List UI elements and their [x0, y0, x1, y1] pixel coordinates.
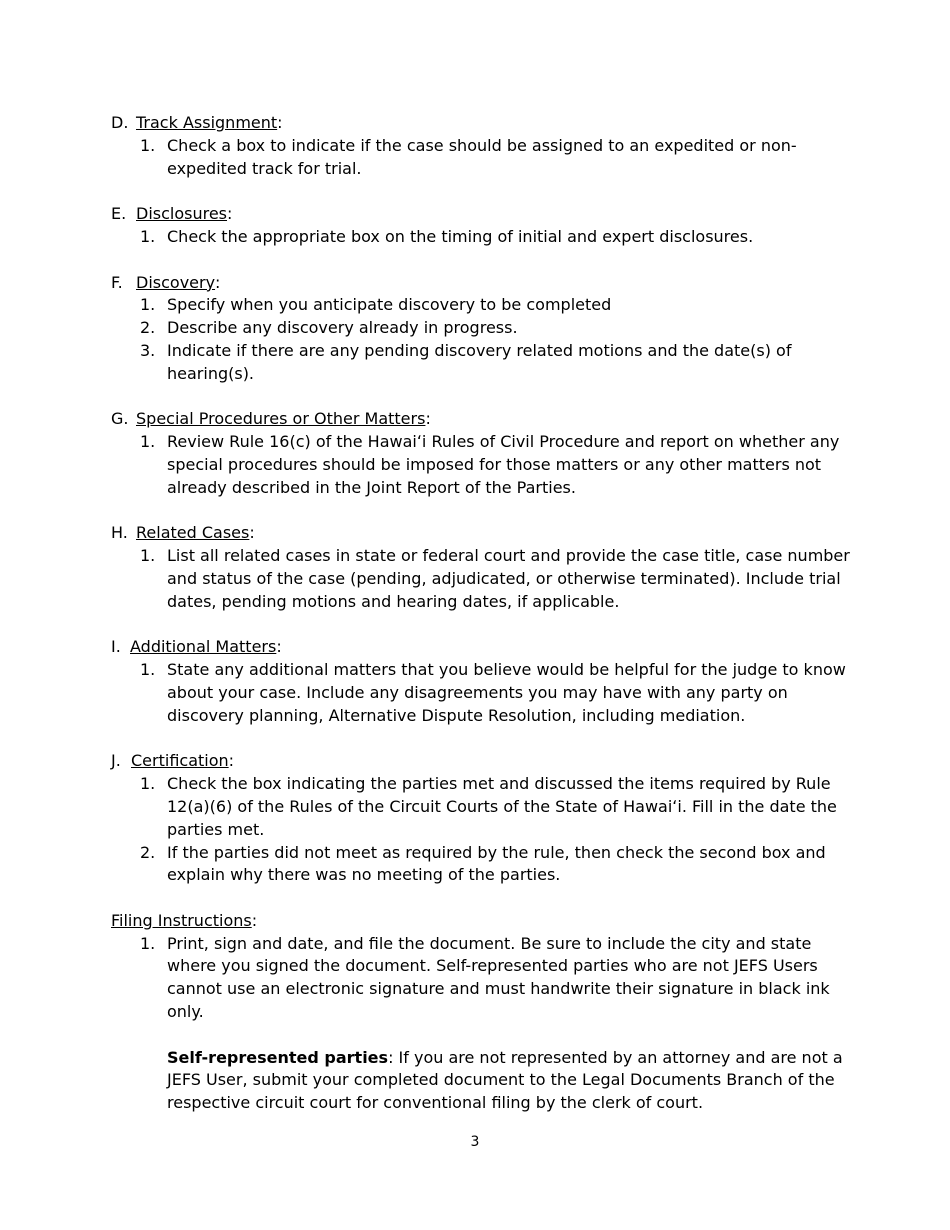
item-text: Describe any discovery already in progress.	[167, 318, 518, 338]
section-title: Special Procedures or Other Matters	[136, 409, 426, 429]
section-letter: I.	[111, 637, 121, 657]
item-number: 1.	[140, 546, 156, 566]
section-discovery	[111, 272, 851, 386]
item-number: 1.	[140, 933, 156, 953]
list-item	[111, 317, 851, 340]
item-list	[111, 226, 851, 249]
instructions-page	[111, 112, 851, 1138]
item-number: 1.	[140, 295, 156, 315]
list-item	[111, 226, 851, 249]
section-letter: F.	[111, 272, 123, 292]
section-heading: E. Disclosures :	[111, 203, 851, 226]
item-list	[111, 773, 851, 887]
item-text: Check the box indicating the parties met and discussed the items required by Rule 12(a)(6) of the Rules of the Circuit Courts of the State of Hawaiʻi. Fill in the date the parties met.	[167, 774, 837, 839]
item-number: 1.	[140, 135, 156, 155]
section-heading: G. Special Procedures or Other Matters :	[111, 408, 851, 431]
section-title: Disclosures	[136, 204, 228, 224]
section-filing-instructions	[111, 910, 851, 1115]
item-number: 2.	[140, 842, 156, 862]
item-number: 3.	[140, 340, 156, 360]
item-number: 1.	[140, 432, 156, 452]
note-text: : If you are not represented by an attorney and are not a JEFS User, submit your completed document to the Legal Documents Branch of the respective circuit court for conventional filing by the clerk of court.	[167, 1047, 843, 1113]
item-number: 1.	[140, 660, 156, 680]
list-item	[111, 431, 851, 499]
section-certification	[111, 750, 851, 887]
section-track-assignment	[111, 112, 851, 180]
list-item	[111, 842, 851, 888]
list-item	[111, 933, 851, 1024]
section-additional-matters	[111, 636, 851, 727]
item-text: If the parties did not meet as required by the rule, then check the second box and explain why there was no meeting of the parties.	[167, 842, 826, 885]
section-heading: J. Certification :	[111, 750, 851, 773]
item-number: 2.	[140, 318, 156, 338]
list-item	[111, 659, 851, 727]
section-heading: D. Track Assignment :	[111, 112, 851, 135]
section-heading: H. Related Cases :	[111, 522, 851, 545]
item-list	[111, 545, 851, 613]
section-letter: D.	[111, 113, 129, 132]
item-list	[111, 431, 851, 499]
item-text: Indicate if there are any pending discovery related motions and the date(s) of hearing(s).	[167, 340, 792, 383]
item-number: 1.	[140, 226, 156, 246]
list-item	[111, 773, 851, 841]
list-item	[111, 294, 851, 317]
item-list	[111, 135, 851, 181]
section-title: Discovery	[136, 272, 216, 292]
item-text: Print, sign and date, and file the document. Be sure to include the city and state where you signed the document. Self-represented parties who are not JEFS Users cannot use an electronic signature and must handwrite their signature in black ink only.	[167, 933, 830, 1022]
item-list	[111, 933, 851, 1024]
section-heading: I. Additional Matters :	[111, 636, 851, 659]
item-text: State any additional matters that you believe would be helpful for the judge to know about your case. Include any disagreements you may have with any party on discovery planning, Alternative Dispute Resolution, including mediation.	[167, 660, 846, 725]
section-disclosures	[111, 203, 851, 249]
list-item	[111, 340, 851, 386]
section-letter: J.	[111, 751, 121, 771]
item-text: Check the appropriate box on the timing of initial and expert disclosures.	[167, 226, 754, 246]
note-label: Self-represented parties	[167, 1047, 389, 1067]
self-represented-note	[111, 1047, 851, 1115]
section-heading: F. Discovery :	[111, 272, 851, 295]
page-number: 3	[470, 1134, 480, 1150]
list-item	[111, 135, 851, 181]
item-text: List all related cases in state or federal court and provide the case title, case number and status of the case (pending, adjudicated, or otherwise terminated). Include trial dates, pending motions and hearing dates, if applicable.	[167, 546, 850, 611]
section-letter: E.	[111, 204, 127, 224]
section-title: Additional Matters	[130, 637, 277, 657]
item-text: Check a box to indicate if the case should be assigned to an expedited or non-expedited track for trial.	[167, 135, 797, 178]
item-text: Review Rule 16(c) of the Hawaiʻi Rules of Civil Procedure and report on whether any special procedures should be imposed for those matters or any other matters not already described in the Joint Report of the Parties.	[167, 432, 840, 497]
section-related-cases	[111, 522, 851, 613]
item-text: Specify when you anticipate discovery to be completed	[167, 295, 612, 315]
section-title: Filing Instructions	[111, 910, 252, 930]
list-item	[111, 545, 851, 613]
section-title: Certification	[131, 751, 229, 771]
section-letter: G.	[111, 409, 129, 429]
section-heading: Filing Instructions :	[111, 910, 851, 933]
item-list	[111, 294, 851, 385]
item-number: 1.	[140, 774, 156, 794]
item-list	[111, 659, 851, 727]
section-letter: H.	[111, 523, 128, 543]
section-special-procedures	[111, 408, 851, 499]
section-title: Related Cases	[136, 523, 250, 543]
section-title: Track Assignment	[136, 113, 278, 132]
